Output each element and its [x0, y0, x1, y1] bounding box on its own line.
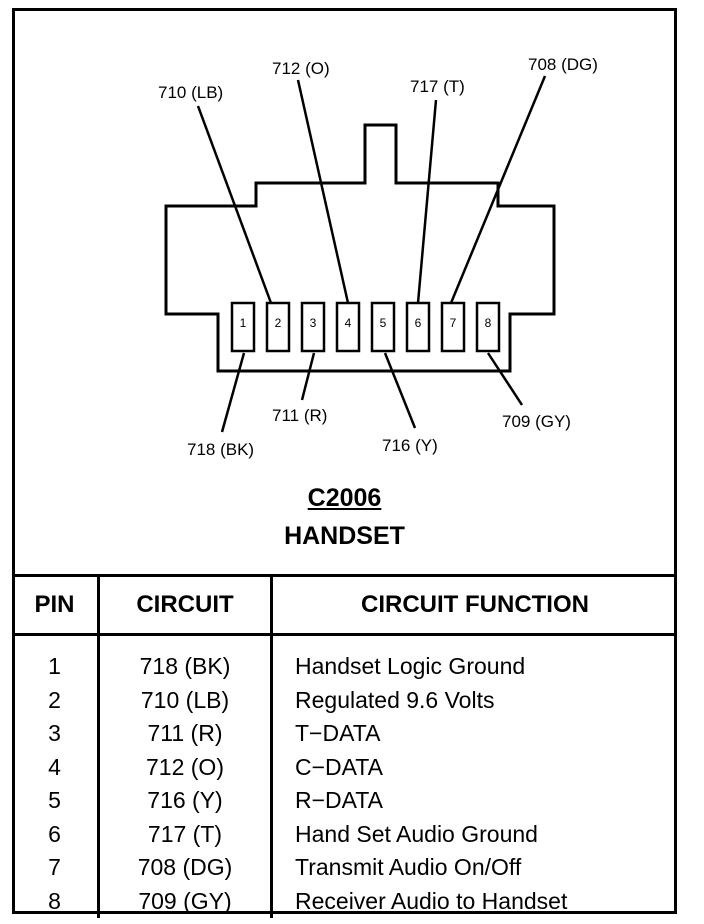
callout-708: 708 (DG)	[528, 55, 598, 74]
circuit-cell: 709 (GY)	[99, 885, 272, 919]
leader-717	[418, 100, 436, 303]
function-cell: R−DATA	[272, 784, 678, 818]
leader-716	[385, 353, 415, 428]
table-row	[12, 784, 677, 818]
pin-cell: 2	[48, 686, 61, 713]
circuit-cell: 716 (Y)	[99, 784, 272, 818]
leader-708	[451, 76, 545, 303]
table-header-row	[12, 576, 677, 635]
pin-number-6: 6	[414, 316, 422, 330]
table-row	[12, 684, 677, 718]
header-circuit: CIRCUIT	[99, 576, 272, 635]
callout-712: 712 (O)	[272, 59, 330, 78]
pin-cell: 1	[48, 653, 61, 679]
header-function: CIRCUIT FUNCTION	[272, 576, 678, 635]
function-cell: Regulated 9.6 Volts	[272, 684, 678, 718]
connector-name: HANDSET	[284, 522, 405, 550]
pin-cell: 8	[48, 887, 61, 914]
header-pin: PIN	[12, 576, 99, 635]
callout-711: 711 (R)	[272, 406, 328, 425]
function-cell: Hand Set Audio Ground	[272, 818, 678, 852]
pin-number-3: 3	[309, 316, 317, 330]
circuit-cell: 718 (BK)	[99, 635, 272, 684]
callout-716: 716 (Y)	[382, 436, 438, 455]
pin-cell: 3	[48, 720, 61, 746]
table-row	[12, 635, 677, 684]
leader-709	[488, 353, 522, 405]
pin-number-5: 5	[379, 316, 387, 330]
table-row	[12, 751, 677, 785]
leader-712	[298, 80, 348, 303]
function-cell: Receiver Audio to Handset	[272, 885, 678, 919]
callout-709: 709 (GY)	[502, 412, 571, 431]
pin-number-2: 2	[274, 316, 282, 330]
table-row	[12, 717, 677, 751]
pin-cell: 5	[48, 787, 61, 813]
table-row	[12, 818, 677, 852]
table-row	[12, 885, 677, 919]
function-cell: T−DATA	[272, 717, 678, 751]
function-cell: Handset Logic Ground	[272, 635, 678, 684]
callout-710: 710 (LB)	[158, 83, 224, 102]
circuit-cell: 711 (R)	[99, 717, 272, 751]
circuit-cell: 717 (T)	[99, 818, 272, 852]
function-cell: C−DATA	[272, 751, 678, 785]
circuit-cell: 708 (DG)	[99, 851, 272, 885]
pin-number-1: 1	[239, 316, 247, 330]
callout-717: 717 (T)	[410, 77, 465, 96]
circuit-cell: 712 (O)	[99, 751, 272, 785]
pin-cell: 7	[48, 854, 61, 880]
connector-id: C2006	[307, 484, 382, 512]
pin-number-7: 7	[449, 316, 457, 330]
pin-table	[12, 574, 677, 918]
pin-cell: 6	[48, 820, 61, 847]
function-cell: Transmit Audio On/Off	[272, 851, 678, 885]
circuit-cell: 710 (LB)	[99, 684, 272, 718]
leader-711	[302, 353, 314, 400]
pin-number-4: 4	[344, 316, 352, 330]
pin-cell: 4	[48, 753, 61, 780]
callout-718: 718 (BK)	[187, 440, 255, 459]
leader-718	[222, 353, 244, 432]
table-row	[12, 851, 677, 885]
pin-number-8: 8	[484, 316, 492, 330]
